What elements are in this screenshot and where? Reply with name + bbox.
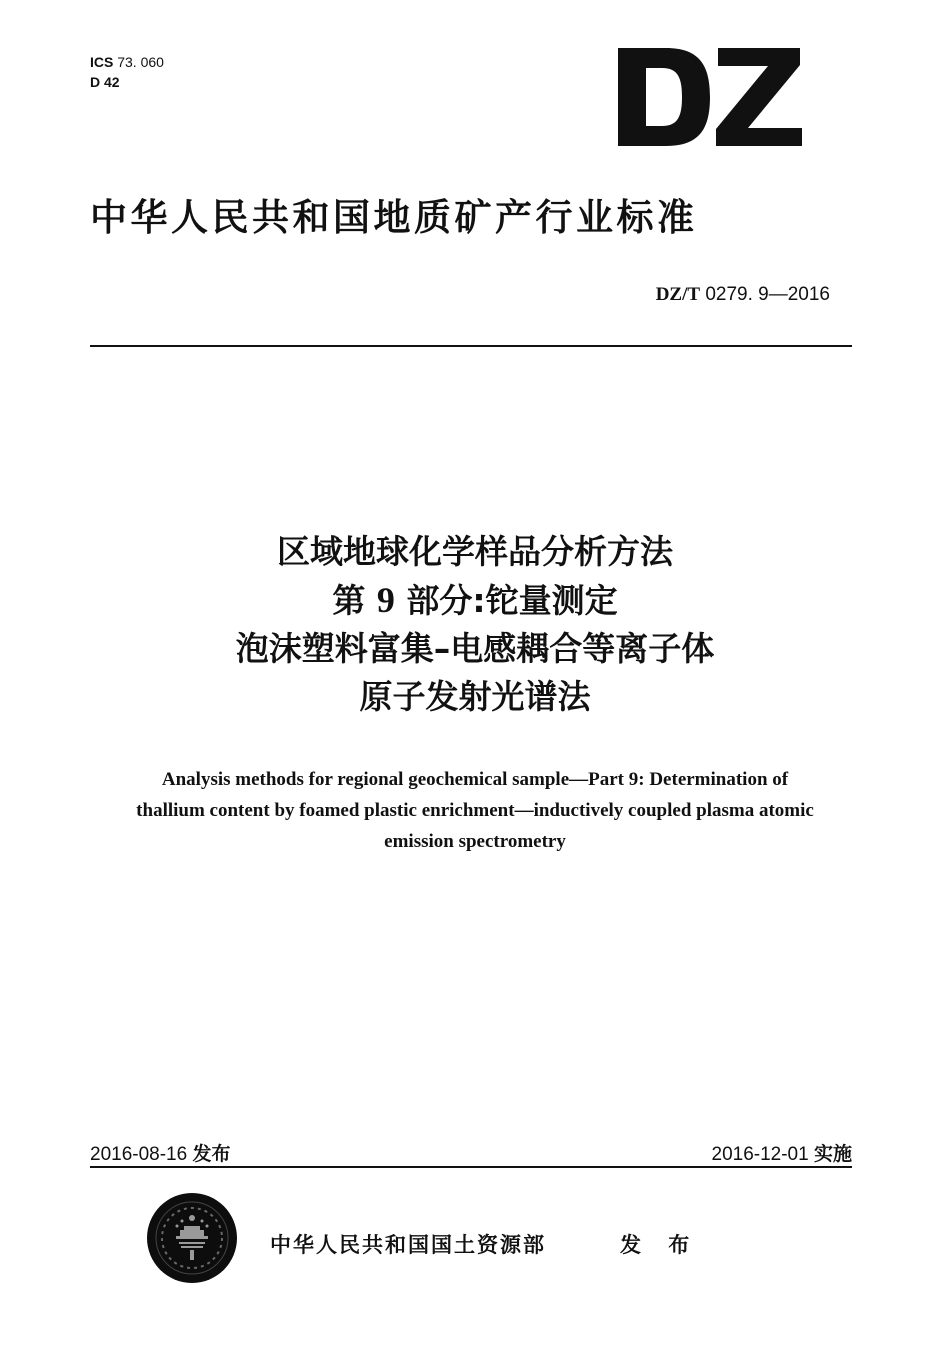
release-date	[90, 1139, 231, 1166]
standard-number	[656, 284, 830, 306]
issue-label: 发 布	[620, 1233, 700, 1257]
ics-code-line	[90, 52, 164, 72]
english-title	[95, 764, 855, 857]
cn-title-line-2	[0, 576, 950, 625]
issuing-authority: 中华人民共和国国土资源部	[270, 1233, 546, 1257]
top-divider	[90, 345, 852, 347]
implementation-label: 实施	[813, 1143, 852, 1165]
cn-title-part-prefix: 第	[332, 581, 366, 620]
ccs-code: D 42	[90, 74, 120, 90]
national-emblem-seal	[146, 1192, 238, 1284]
implementation-date	[712, 1139, 853, 1166]
cn-title-line-3: 泡沫塑料富集–电感耦合等离子体	[235, 629, 715, 668]
standard-code: 0279. 9—2016	[705, 284, 830, 305]
cn-title-line-4: 原子发射光谱法	[359, 677, 591, 716]
bottom-divider	[90, 1166, 852, 1168]
release-date-value: 2016-08-16	[90, 1144, 188, 1165]
cn-title-line-1: 区域地球化学样品分析方法	[277, 532, 673, 571]
classification-codes	[90, 52, 164, 92]
ics-code: 73. 060	[117, 54, 164, 70]
authority-title: 中华人民共和国地质矿产行业标准	[90, 196, 698, 239]
en-title-line-2: thallium content by foamed plastic enrichment—inductively coupled plasma atomic	[136, 800, 814, 821]
en-title-line-3: emission spectrometry	[384, 831, 566, 852]
cn-title-part-rest: 部分:铊量测定	[406, 581, 618, 620]
dz-logo	[618, 48, 803, 146]
ics-label: ICS	[90, 54, 114, 70]
cn-title-part-number: 9	[376, 580, 395, 620]
en-title-line-1: Analysis methods for regional geochemical sample—Part 9: Determination of	[161, 769, 789, 790]
standard-prefix: DZ/T	[655, 284, 701, 305]
implementation-date-value: 2016-12-01	[711, 1144, 809, 1165]
chinese-title	[0, 528, 950, 721]
release-label: 发布	[192, 1143, 231, 1165]
